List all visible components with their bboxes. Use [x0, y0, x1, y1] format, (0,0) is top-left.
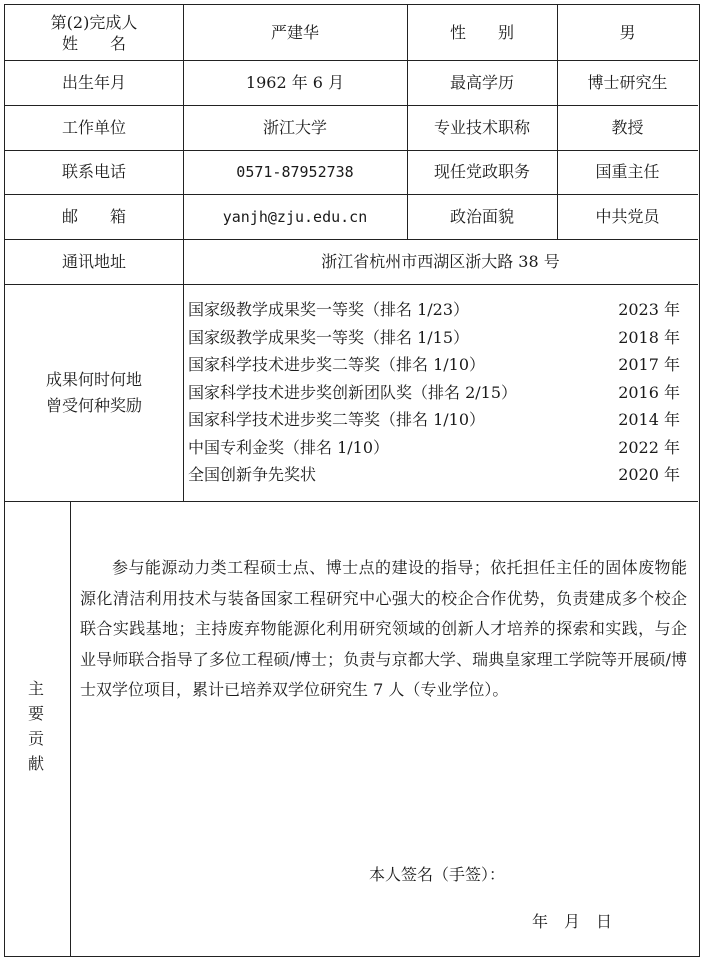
award-year: 2016 年 [618, 382, 680, 402]
award-name: 国家科学技术进步奖二等奖（排名 1/10） [188, 410, 486, 429]
contribution-label-char: 要 [27, 704, 44, 723]
contribution-text: 参与能源动力类工程硕士点、博士点的建设的指导；依托担任主任的固体废物能源化清洁利用技术与装备国家工程研究中心强大的校企合作优势，负责建成多个校企联合实践基地；主持废弃物能源化利用研究领域的创新人才培养的探索和实践，与企业导师联合指导了多位工程硕/博士；负责与京都大学、瑞典皇家理工学院等开展硕/博士双学位项目，累计已培养双学位研究生 7 人（专业学位）。 [80, 558, 687, 699]
post-value: 国重主任 [595, 162, 660, 181]
award-name: 中国专利金奖（排名 1/10） [188, 437, 390, 457]
employer-value: 浙江大学 [262, 117, 327, 137]
awards-label [5, 284, 183, 501]
award-name: 国家科学技术进步奖创新团队奖（排名 2/15） [188, 382, 518, 402]
rank-label-line2: 姓 名 [61, 33, 126, 53]
award-year: 2018 年 [618, 327, 680, 347]
contribution-label-char: 主 [27, 679, 44, 698]
award-year: 2023 年 [618, 300, 680, 319]
party-label: 政治面貌 [449, 206, 514, 226]
rank-label [5, 5, 183, 60]
employer-label: 工作单位 [61, 117, 126, 137]
address-value: 浙江省杭州市西湖区浙大路 38 号 [321, 251, 560, 271]
award-item [188, 324, 680, 352]
gender-label: 性 别 [449, 22, 514, 42]
award-name: 国家级教学成果奖一等奖（排名 1/23） [188, 300, 470, 319]
gender-value: 男 [619, 22, 636, 42]
title-value: 教授 [611, 117, 644, 137]
awards-label-line2: 曾受何种奖励 [45, 395, 142, 415]
contribution-body [80, 553, 687, 706]
name-value: 严建华 [270, 22, 319, 42]
awards-list [188, 296, 680, 489]
contribution-label-char: 贡 [27, 729, 44, 748]
award-item [188, 351, 680, 379]
award-year: 2014 年 [618, 410, 680, 429]
award-item [188, 296, 680, 324]
row-divider [5, 501, 698, 502]
date-label: 年 月 日 [532, 912, 613, 931]
award-year: 2022 年 [618, 437, 680, 457]
award-name: 国家科学技术进步奖二等奖（排名 1/10） [188, 355, 486, 374]
phone-label: 联系电话 [61, 162, 126, 181]
phone-value: 0571-87952738 [236, 163, 354, 181]
birth-value: 1962 年 6 月 [245, 72, 345, 92]
award-item [188, 434, 680, 462]
contribution-label-char: 献 [27, 754, 44, 773]
award-item [188, 461, 680, 489]
address-label: 通讯地址 [61, 251, 126, 271]
title-label: 专业技术职称 [433, 117, 530, 137]
email-value: yanjh@zju.edu.cn [222, 207, 368, 226]
award-item [188, 379, 680, 407]
award-item [188, 406, 680, 434]
birth-label: 出生年月 [61, 72, 126, 92]
awards-label-line1: 成果何时何地 [45, 369, 142, 389]
col-divider [70, 501, 71, 956]
award-year: 2020 年 [618, 465, 680, 484]
education-label: 最高学历 [449, 72, 514, 92]
education-value: 博士研究生 [587, 72, 668, 92]
signature-label: 本人签名（手签）： [369, 865, 506, 884]
award-name: 国家级教学成果奖一等奖（排名 1/15） [188, 327, 470, 347]
rank-label-line1: 第(2)完成人 [50, 12, 138, 32]
contribution-label [20, 676, 52, 776]
award-year: 2017 年 [618, 355, 680, 374]
party-value: 中共党员 [595, 206, 660, 226]
award-name: 全国创新争先奖状 [188, 465, 317, 484]
email-label: 邮 箱 [61, 206, 126, 226]
post-label: 现任党政职务 [433, 162, 530, 181]
